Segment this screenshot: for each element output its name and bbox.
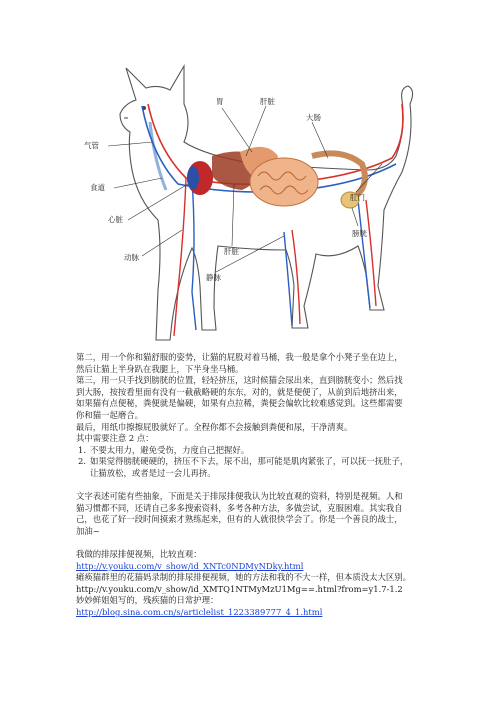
label-liver: 肝脏 [260,97,275,106]
body-text [76,352,428,619]
paragraph-step3-line3: 如果猫有点便秘，粪便就是偏硬，如果有点拉稀，粪便会偏软比较难感觉到。这些都需要 [76,398,403,409]
paragraph-step2-line2: 然后让猫上半身趴在我腿上，下半身坐马桶。 [76,363,244,374]
spacer [76,480,428,492]
label-large-intestine: 大肠 [306,113,321,122]
list-number: 1. [78,444,86,455]
heart-vessel-shape [187,166,199,190]
intestines-shape [250,158,318,206]
youku-video-link-1[interactable]: http://v.youku.com/v_show/id_XNTc0NDMyNDky.html [76,560,304,571]
label-artery: 动脉 [124,253,139,262]
youku-video-url-2: http://v.youku.com/v_show/id_XMTQ1NTMyMzU1Mg==.html?from=y1.7-1.2 [76,583,403,594]
paragraph-notes-heading: 其中需要注意 2 点： [76,433,154,444]
label-spleen: 肝脏 [224,247,239,256]
paragraph-step2-line1: 第二，用一个你和猫舒服的姿势，让猫的屁股对着马桶，我一般是拿个小凳子坐在边上， [76,352,403,362]
list-item-text: 不要太用力，避免受伤，力度自己把握好。 [90,444,250,455]
label-trachea: 气管 [84,141,99,150]
paragraph-final: 最后，用纸巾擦擦屁股就好了。全程你都不会接触到粪便和尿，干净清爽。 [76,421,353,432]
list-number: 2. [78,456,86,467]
paragraph-video-2-desc: 瘫痪猫群里的花猫妈录制的排尿排便视频，她的方法和我的不大一样，但本质没太大区别。 [76,572,411,583]
paragraph-blog-desc: 妙妙鲜姐姐写的，残疾猫的日常护理： [76,595,219,606]
paragraph-resources-line1: 文字表述可能有些抽象，下面是关于排尿排便我认为比较直观的资料，特别是视频。人和 [76,491,403,502]
label-anus: 肛门 [350,193,365,202]
paragraph-step3-line4: 你和猫一起磨合。 [76,409,143,420]
vein-leg-2 [284,232,292,326]
vein-front-leg [192,180,196,330]
cat-anatomy-illustration [66,60,428,345]
label-stomach: 胃 [216,97,224,106]
paragraph-step3-line2: 到大肠，按按看里面有没有一截截略硬的东东，对的，就是便便了，从前到后地挤出来， [76,386,403,397]
paragraph-resources-line3: 己，也花了好一段时间摸索才熟练起来，但有的人就很快学会了。你是一个善良的战士， [76,514,403,525]
paragraph-step3-line1: 第三，用一只手找到膀胱的位置，轻轻挤压，这时候猫会尿出来，直到膀胱变小；然后找 [76,375,403,386]
paragraph-video-link-line [76,549,428,572]
label-vein: 静脉 [206,273,221,282]
list-item [76,456,428,479]
large-intestine-shape [312,153,365,196]
paragraph-resources-line4: 加油~ [76,525,100,536]
spacer [76,538,428,550]
label-bladder: 膀胱 [352,229,367,238]
list-item-text-line2: 让猫放松，或者是过一会儿再挤。 [90,467,216,478]
video-link-prefix: 我做的排尿排便视频，比较直观： [76,549,202,560]
label-esophagus: 食道 [90,183,105,192]
list-item [76,445,428,457]
list-item-text-line1: 如果觉得膀胱硬硬的，挤压不下去，尿不出，那可能是肌肉紧张了，可以抚一抚肚子， [90,456,409,467]
artery-front-leg [174,178,186,336]
cat-anatomy-svg [66,60,428,345]
label-heart: 心脏 [108,215,123,224]
paragraph-resources-line2: 猫习惯都不同，还请自己多多搜索资料，多考各种方法，多做尝试，克服困难。其实我自 [76,502,403,513]
sina-blog-link[interactable]: http://blog.sina.com.cn/s/articlelist_1223389777_4_1.html [76,607,323,618]
